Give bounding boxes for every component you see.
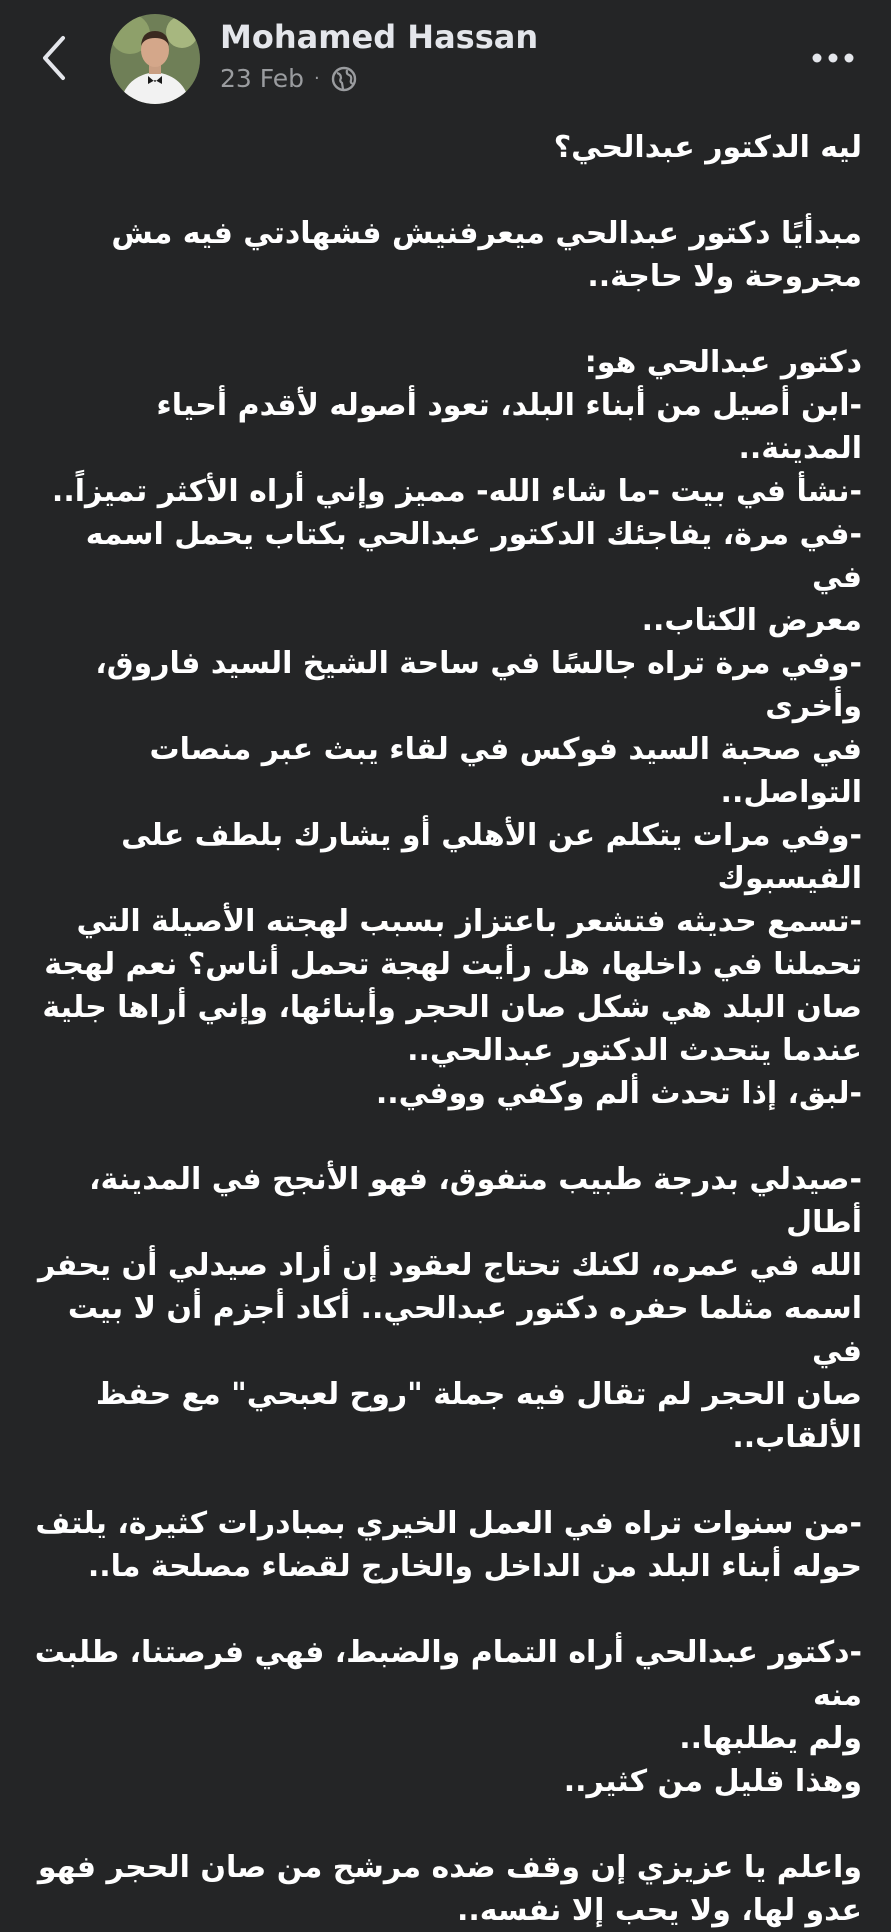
post-paragraph: دكتور عبدالحي هو: -ابن أصيل من أبناء البلد، تعود أصوله لأقدم أحياء المدينة.. -نشأ في بيت -ما شاء الله- مميز وإني أراه الأكثر تميزاً.. -في مرة، يفاجئك الدكتور عبدالحي بكتاب يحمل اسمه في معرض الكتاب.. -وفي مرة تراه جالسًا في ساحة الشيخ السيد فاروق، وأخرى في صحبة السيد فوكس في لقاء يبث عبر منصات التواصل.. -وفي مرات يتكلم عن الأهلي أو يشارك بلطف على الفيسبوك -تسمع حديثه فتشعر باعتزاز بسبب لهجته الأصيلة التي تحملنا في داخلها، هل رأيت لهجة تحمل أناس؟ نعم لهجة صان البلد هي شكل صان الحجر وأبنائها، وإني أراها جلية عندما يتحدث الدكتور عبدالحي.. -لبق، إذا تحدث ألم وكفي ووفي..: [42, 345, 862, 1111]
post-paragraph: -دكتور عبدالحي أراه التمام والضبط، فهي فرصتنا، طلبت منه ولم يطلبها.. وهذا قليل من كثير..: [34, 1635, 862, 1799]
paragraph-gap: [30, 1459, 862, 1502]
more-horizontal-icon: [811, 52, 855, 64]
post-header: [0, 0, 891, 120]
back-button[interactable]: [30, 30, 78, 86]
post-paragraph: ليه الدكتور عبدالحي؟: [553, 130, 862, 165]
globe-icon[interactable]: [330, 65, 358, 93]
chevron-left-icon: [39, 34, 69, 82]
paragraph-gap: [30, 169, 862, 212]
paragraph-gap: [30, 1115, 862, 1158]
paragraph-gap: [30, 1803, 862, 1846]
post-paragraph: -صيدلي بدرجة طبيب متفوق، فهو الأنجح في المدينة، أطال الله في عمره، لكنك تحتاج لعقود إن أراد صيدلي أن يحفر اسمه مثلما حفره دكتور عبدالحي.. أكاد أجزم أن لا بيت في صان الحجر لم تقال فيه جملة "روح لعبحي" مع حفظ الألقاب..: [37, 1162, 862, 1455]
avatar[interactable]: [110, 14, 200, 104]
post-date[interactable]: 23 Feb: [220, 64, 305, 93]
post-body: [30, 126, 862, 1932]
profile-photo: [110, 14, 200, 104]
more-options-button[interactable]: [805, 38, 861, 78]
paragraph-gap: [30, 298, 862, 341]
post-paragraph: مبدأيًا دكتور عبدالحي ميعرفنيش فشهادتي فيه مش مجروحة ولا حاجة..: [111, 216, 862, 294]
meta-separator: ·: [314, 68, 320, 89]
post-paragraph: واعلم يا عزيزي إن وقف ضده مرشح من صان الحجر فهو عدو لها، ولا يحب إلا نفسه..: [37, 1850, 862, 1928]
paragraph-gap: [30, 1588, 862, 1631]
post-meta: [220, 64, 358, 93]
author-name[interactable]: Mohamed Hassan: [220, 18, 539, 56]
post-paragraph: -من سنوات تراه في العمل الخيري بمبادرات كثيرة، يلتف حوله أبناء البلد من الداخل والخارج لقضاء مصلحة ما..: [35, 1506, 862, 1584]
